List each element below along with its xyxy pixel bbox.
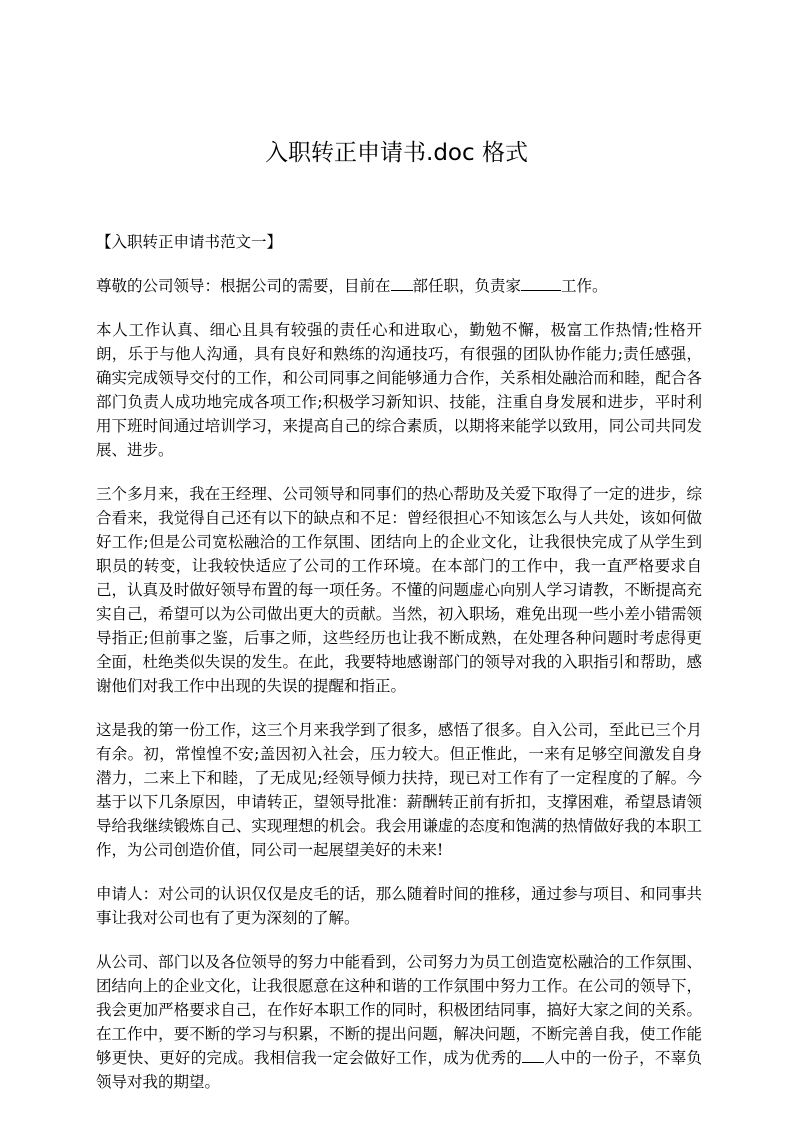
paragraph-commitment	[96, 950, 702, 1094]
commitment-text-2: 人中的一份子，不辜负领导对我的期望。	[96, 1049, 702, 1091]
greeting-text-1: 尊敬的公司领导：根据公司的需要，目前在	[96, 277, 391, 295]
document-body	[96, 230, 702, 1114]
paragraph-self-assessment: 本人工作认真、细心且具有较强的责任心和进取心，勤勉不懈，极富工作热情;性格开朗，乐于与他人沟通，具有良好和熟练的沟通技巧，有很强的团队协作能力;责任感强，确实完成领导交付的工作，和公司同事之间能够通力合作，关系相处融洽而和睦，配合各部门负责人成功地完成各项工作;积极学习新知识、技能，注重自身发展和进步，平时利用下班时间通过培训学习，来提高自己的综合素质，以期将来能学以致用，同公司共同发展、进步。	[96, 321, 702, 459]
paragraph-first-job: 这是我的第一份工作，这三个月来我学到了很多，感悟了很多。自入公司，至此已三个月有余。初，常惶惶不安;盖因初入社会，压力较大。但正惟此，一来有足够空间激发自身潜力，二来上下和睦，了无成见;经领导倾力扶持，现已对工作有了一定程度的了解。今基于以下几条原因，申请转正，望领导批准：薪酬转正前有折扣，支撑困难，希望恳请领导给我继续锻炼自己、实现理想的机会。我会用谦虚的态度和饱满的热情做好我的本职工作，为公司创造价值，同公司一起展望美好的未来!	[96, 721, 702, 859]
section-heading: 【入职转正申请书范文一】	[96, 233, 283, 251]
document-title: 入职转正申请书.doc 格式	[265, 140, 528, 166]
blank-department	[391, 274, 413, 291]
greeting-text-3: 工作。	[561, 277, 608, 295]
paragraph-progress: 三个多月来，我在王经理、公司领导和同事们的热心帮助及关爱下取得了一定的进步，综合看来，我觉得自己还有以下的缺点和不足：曾经很担心不知该怎么与人共处，该如何做好工作;但是公司宽松融洽的工作氛围、团结向上的企业文化，让我很快完成了从学生到职员的转变，让我较快适应了公司的工作环境。在本部门的工作中，我一直严格要求自己，认真及时做好领导布置的每一项任务。不懂的问题虚心向别人学习请教，不断提高充实自己，希望可以为公司做出更大的贡献。当然，初入职场，难免出现一些小差小错需领导指正;但前事之鉴，后事之师，这些经历也让我不断成熟，在处理各种问题时考虑得更全面，杜绝类似失误的发生。在此，我要特地感谢部门的领导对我的入职指引和帮助，感谢他们对我工作中出现的失误的提醒和指正。	[96, 485, 702, 695]
greeting-text-2: 部任职，负责家	[412, 277, 522, 295]
commitment-text-1: 从公司、部门以及各位领导的努力中能看到，公司努力为员工创造宽松融洽的工作氛围、团结向上的企业文化，让我很愿意在这种和谐的工作氛围中努力工作。在公司的领导下，我会更加严格要求自己，在作好本职工作的同时，积极团结同事，搞好大家之间的关系。在工作中，要不断的学习与积累，不断的提出问题，解决问题，不断完善自我，使工作能够更快、更好的完成。我相信我一定会做好工作，成为优秀的	[96, 953, 702, 1067]
blank-company	[522, 1046, 544, 1063]
blank-duty	[521, 274, 561, 291]
paragraph-applicant: 申请人：对公司的认识仅仅是皮毛的话，那么随着时间的推移，通过参与项目、和同事共事让我对公司也有了更为深刻的了解。	[96, 885, 702, 927]
greeting-paragraph	[96, 274, 702, 298]
